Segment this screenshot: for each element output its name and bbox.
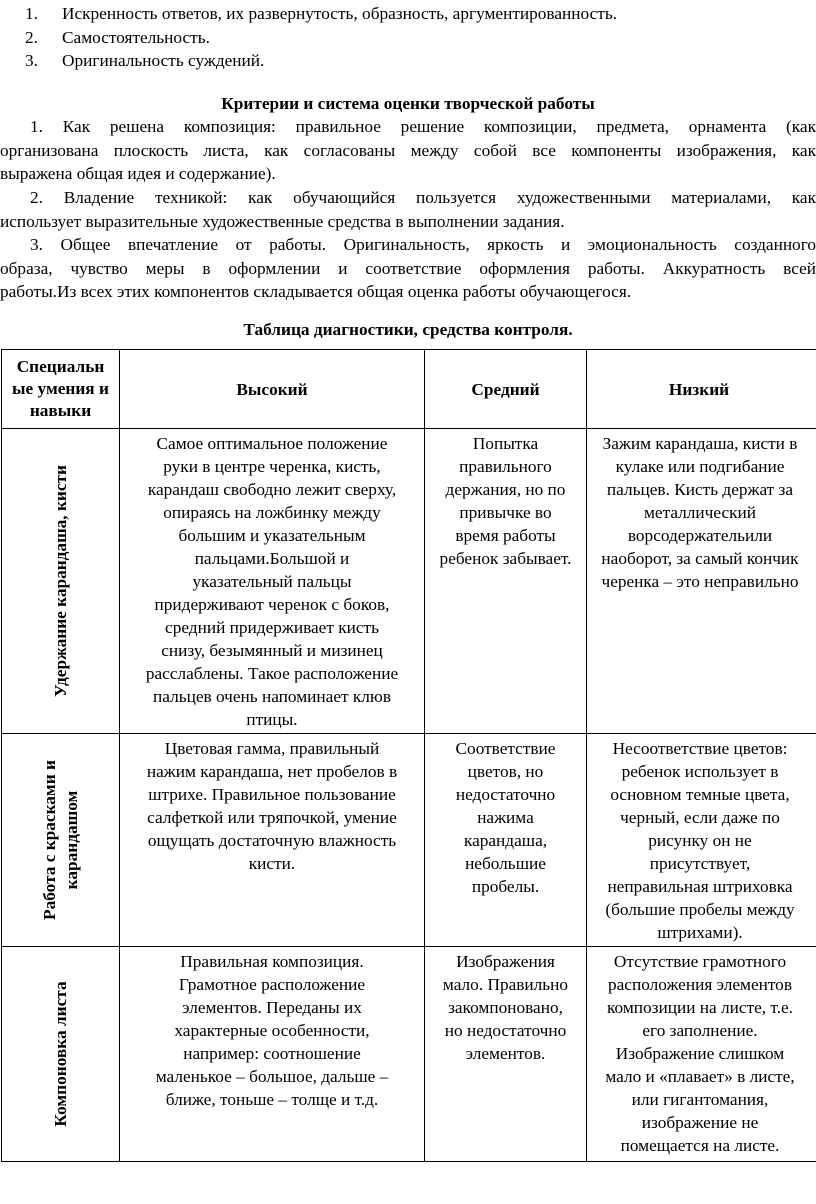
cell-line: основном темные цвета, [610,785,790,804]
cell-line: мало и «плавает» в листе, [605,1067,795,1086]
low-text [587,734,816,944]
cell-line: привычке во [459,503,552,522]
cell-line: черный, если даже по [620,808,780,827]
cell-line: кулаке или подгибание [615,457,785,476]
cell-line: ощущать достаточную влажность [147,831,397,850]
low-cell [587,429,816,734]
cell-line: Зажим карандаша, кисти в [602,434,798,453]
cell-line: недостаточно [455,785,556,804]
cell-line: Правильная композиция. [180,952,364,971]
diagnostics-table [1,349,816,1162]
skill-label-line: Работа с красками и [39,760,59,920]
cell-line: помещается на листе. [620,1136,780,1155]
cell-line: ребенок использует в [621,762,779,781]
skill-label-line: Удержание карандаша, кисти [50,465,70,697]
cell-line: Цветовая гамма, правильный [164,739,380,758]
table-row [2,429,816,734]
cell-line: элементов. [465,1044,546,1063]
cell-line: композиции на листе, т.е. [607,998,793,1017]
skill-label [50,981,72,1126]
evaluation-list [0,2,816,73]
table-heading: Таблица диагностики, средства контроля. [243,320,573,339]
medium-text [425,734,586,898]
paragraph-line: организована плоскость листа, как согласованы между собой все компоненты изображения, как [0,140,816,160]
cell-line: большим и указательным [178,526,366,545]
paragraph-line: образа, чувство меры в оформлении и соответствие оформления работы. Аккуратность всей [0,258,816,278]
high-cell [120,734,425,947]
skill-label-line: Компоновка листа [50,981,70,1127]
header-skills [2,350,120,429]
cell-line: закомпоновано, [448,998,563,1017]
list-item [0,2,816,26]
low-text [587,429,816,593]
low-cell [587,734,816,947]
header-medium: Средний [425,350,587,429]
list-text: Самостоятельность. [62,27,210,47]
list-number: 2. [25,27,38,47]
skill-label [39,760,83,920]
cell-line: салфеткой или тряпочкой, умение [147,808,397,827]
paragraph-line: 3. Общее впечатление от работы. Оригинальность, яркость и эмоциональность созданного [30,235,816,254]
cell-line: пробелы. [471,877,540,896]
high-cell [120,947,425,1162]
cell-line: пальцами.Большой и [194,549,350,568]
cell-line: мало. Правильно [442,975,569,994]
paragraph-line: 2. Владение техникой: как обучающийся пользуется художественными материалами, как [30,188,816,207]
medium-text [425,429,586,570]
criteria-paragraph-3 [0,233,816,304]
cell-line: карандаша, [463,831,548,850]
cell-line: рисунку он не [648,831,752,850]
table-header-row [2,350,816,429]
low-text [587,947,816,1157]
cell-line: присутствует, [649,854,751,873]
list-item [0,49,816,73]
cell-line: штрихе. Правильное пользование [148,785,396,804]
cell-line: или гигантомания, [631,1090,769,1109]
cell-line: Грамотное расположение [178,975,366,994]
medium-cell [425,734,587,947]
cell-line: время работы [455,526,556,545]
cell-line: карандаш свободно лежит сверху, [147,480,397,499]
skill-cell [2,429,120,734]
high-text [120,947,424,1111]
cell-line: но недостаточно [444,1021,567,1040]
cell-line: правильного [459,457,552,476]
cell-line: придерживают черенок с боков, [154,595,390,614]
skill-label [50,465,72,697]
list-number: 1. [25,4,38,23]
cell-line: Соответствие [455,739,556,758]
header-skills-line: ые умения и [12,379,109,398]
cell-line: Попытка [472,434,539,453]
cell-line: Самое оптимальное положение [156,434,388,453]
cell-line: расположения элементов [607,975,792,994]
high-cell [120,429,425,734]
cell-line: (большие пробелы между [605,900,795,919]
cell-line: наоборот, за самый кончик [601,549,799,568]
cell-line: черенка – это неправильно [601,572,799,591]
medium-cell [425,947,587,1162]
list-number: 3. [25,51,38,70]
table-row [2,734,816,947]
cell-line: изображение не [641,1113,759,1132]
skill-cell [2,734,120,947]
header-high: Высокий [120,350,425,429]
low-cell [587,947,816,1162]
high-text [120,429,424,731]
cell-line: птицы. [246,710,298,729]
list-text: Оригинальность суждений. [62,51,265,70]
list-text: Искренность ответов, их развернутость, образность, аргументированность. [62,4,618,23]
cell-line: Отсутствие грамотного [613,952,787,971]
cell-line: ближе, тоньше – толще и т.д. [165,1090,379,1109]
cell-line: Изображение слишком [615,1044,785,1063]
cell-line: например: соотношение [183,1044,361,1063]
criteria-paragraph-2 [0,186,816,233]
criteria-paragraph-1 [0,115,816,186]
cell-line: маленькое – большое, дальше – [155,1067,389,1086]
cell-line: цветов, но [467,762,544,781]
cell-line: пальцев. Кисть держат за [606,480,794,499]
list-item [0,26,816,50]
cell-line: нажим карандаша, нет пробелов в [146,762,398,781]
cell-line: ребенок забывает. [439,549,572,568]
table-row [2,947,816,1162]
paragraph-line: выражена общая идея и содержание). [0,164,276,184]
cell-line: опираясь на ложбинку между [163,503,381,522]
cell-line: его заполнение. [642,1021,758,1040]
cell-line: ворсодержательили [627,526,773,545]
cell-line: элементов. Переданы их [182,998,362,1017]
cell-line: штрихами). [657,923,743,942]
cell-line: средний придерживает кисть [165,618,379,637]
cell-line: снизу, безымянный и мизинец [161,641,383,660]
cell-line: расслаблены. Такое расположение [145,664,399,683]
paragraph-line: работы.Из всех этих компонентов складывается общая оценка работы обучающегося. [0,282,632,302]
skill-label-line: карандашом [61,790,81,890]
cell-line: пальцев очень напоминает клюв [153,687,391,706]
header-skills-line: Специальн [16,357,105,376]
header-skills-line: навыки [29,401,92,420]
paragraph-line: использует выразительные художественные средства в выполнении задания. [0,211,565,231]
cell-line: кисти. [248,854,296,873]
cell-line: руки в центре черенка, кисть, [163,457,381,476]
cell-line: неправильная штриховка [607,877,793,896]
cell-line: нажима [477,808,534,827]
cell-line: характерные особенности, [174,1021,370,1040]
criteria-heading: Критерии и система оценки творческой работы [221,94,595,113]
header-low: Низкий [587,350,816,429]
medium-cell [425,429,587,734]
cell-line: Изображения [456,952,555,971]
cell-line: указательный пальцы [192,572,352,591]
cell-line: Несоответствие цветов: [612,739,788,758]
cell-line: держания, но по [445,480,566,499]
skill-cell [2,947,120,1162]
high-text [120,734,424,875]
cell-line: металлический [643,503,757,522]
paragraph-line: 1. Как решена композиция: правильное решение композиции, предмета, орнамента (как [30,117,816,136]
cell-line: небольшие [465,854,546,873]
medium-text [425,947,586,1065]
